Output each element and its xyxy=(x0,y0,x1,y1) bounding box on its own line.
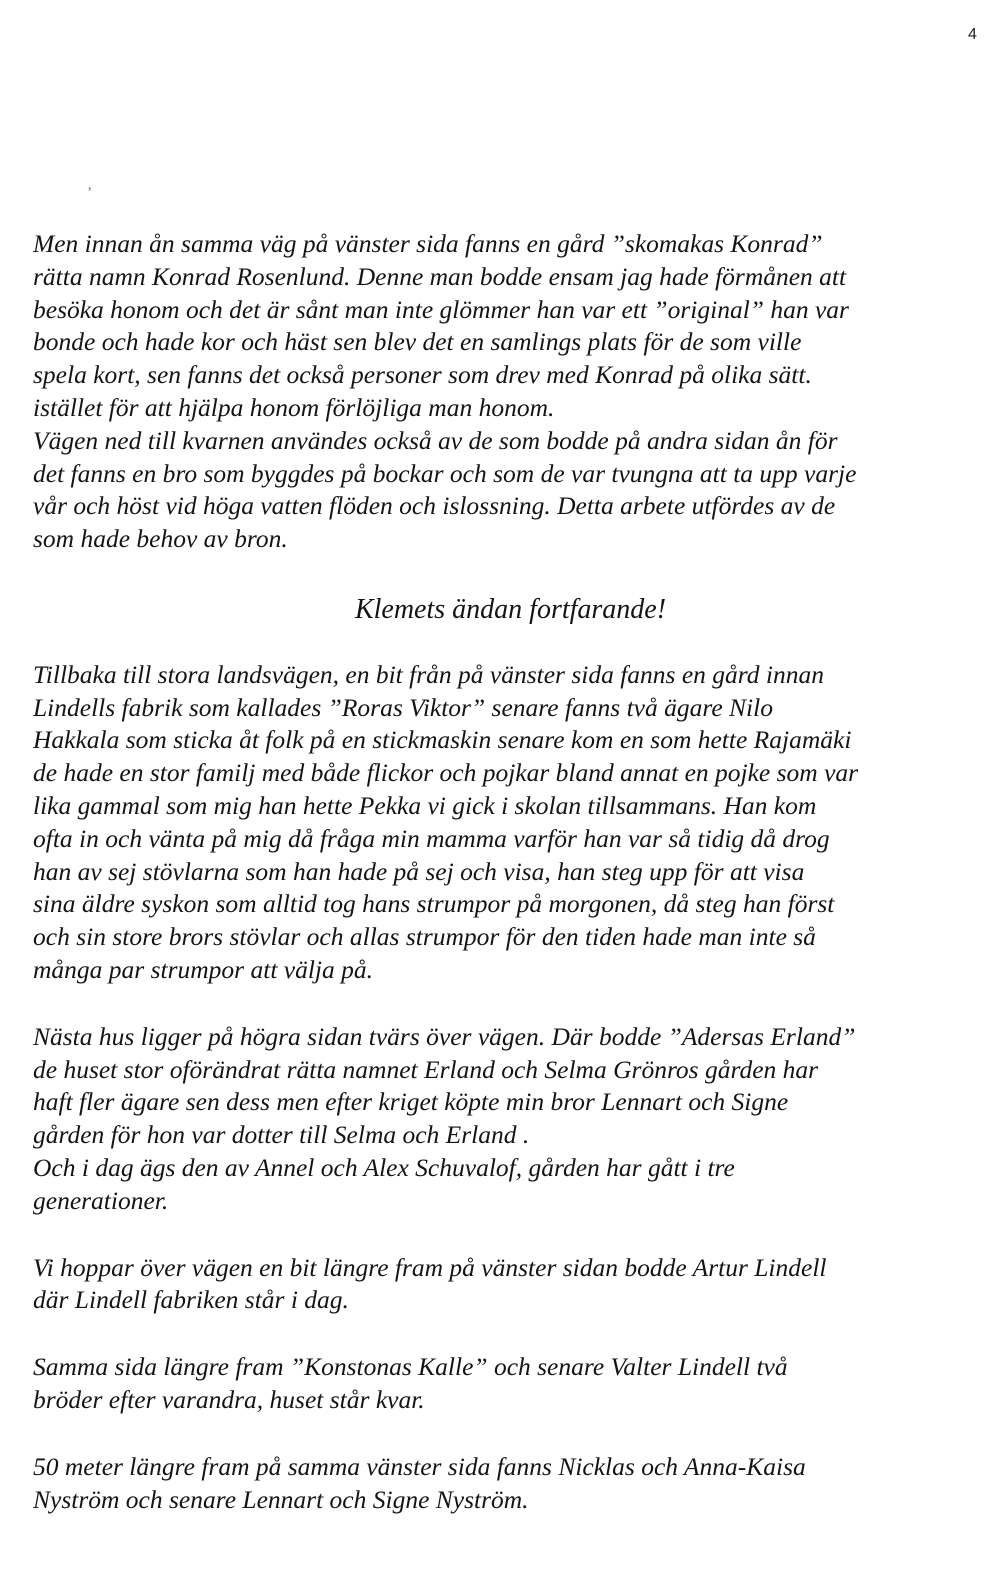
text-line: han av sej stövlarna som han hade på sej och visa, han steg upp för att visa xyxy=(33,856,805,886)
page-number: 4 xyxy=(968,26,977,43)
paragraph-roras-viktor xyxy=(33,659,988,987)
text-line: ofta in och vänta på mig då fråga min mamma varför han var så tidig då drog xyxy=(33,823,830,853)
text-line: Nästa hus ligger på högra sidan tvärs över vägen. Där bodde ”Adersas Erland” xyxy=(33,1021,856,1051)
text-line: de hade en stor familj med både flickor och pojkar bland annat en pojke som var xyxy=(33,758,859,788)
text-line: spela kort, sen fanns det också personer som drev med Konrad på olika sätt. xyxy=(33,360,812,390)
paragraph-spacer xyxy=(33,987,988,1021)
text-line: Hakkala som sticka åt folk på en stickmaskin senare kom en som hette Rajamäki xyxy=(33,725,852,755)
text-line: det fanns en bro som byggdes på bockar och som de var tvungna att ta upp varje xyxy=(33,458,857,488)
paragraph-spacer xyxy=(33,1317,988,1351)
text-line: där Lindell fabriken står i dag. xyxy=(33,1285,349,1315)
text-line: och sin store brors stövlar och allas strumpor för den tiden hade man inte så xyxy=(33,922,816,952)
text-line: många par strumpor att välja på. xyxy=(33,954,374,984)
text-line: gården för hon var dotter till Selma och Erland . xyxy=(33,1120,530,1150)
text-line: istället för att hjälpa honom förlöjliga man honom. xyxy=(33,392,555,422)
paragraph-konrad xyxy=(33,228,988,556)
text-line: Men innan ån samma väg på vänster sida fanns en gård ”skomakas Konrad” xyxy=(33,229,823,258)
text-line: besöka honom och det är sånt man inte glömmer han var ett ”original” han var xyxy=(33,294,849,324)
text-line: Vägen ned till kvarnen användes också av de som bodde på andra sidan ån för xyxy=(33,425,838,455)
text-line: bonde och hade kor och häst sen blev det en samlings plats för de som ville xyxy=(33,327,802,357)
section-heading: Klemets ändan fortfarande! xyxy=(354,593,667,625)
text-line: haft fler ägare sen dess men efter kriget köpte min bror Lennart och Signe xyxy=(33,1087,789,1117)
text-line: 50 meter längre fram på samma vänster sida fanns Nicklas och Anna-Kaisa xyxy=(33,1451,806,1481)
text-line: Samma sida längre fram ”Konstonas Kalle” och senare Valter Lindell två xyxy=(33,1352,788,1382)
text-line: Tillbaka till stora landsvägen, en bit från på vänster sida fanns en gård innan xyxy=(33,659,824,689)
paragraph-adersas-erland xyxy=(33,1021,988,1218)
text-line: lika gammal som mig han hette Pekka vi gick i skolan tillsammans. Han kom xyxy=(33,790,817,820)
paragraph-konstonas-kalle xyxy=(33,1351,988,1417)
paragraph-artur-lindell xyxy=(33,1252,988,1318)
text-line: bröder efter varandra, huset står kvar. xyxy=(33,1384,425,1414)
text-line: Och i dag ägs den av Annel och Alex Schuvalof, gården har gått i tre xyxy=(33,1152,735,1182)
scan-speck: , xyxy=(88,178,92,193)
text-line: Nyström och senare Lennart och Signe Nyström. xyxy=(33,1484,529,1514)
paragraph-nystrom xyxy=(33,1451,988,1517)
document-body xyxy=(33,228,988,1516)
paragraph-spacer xyxy=(33,1218,988,1252)
text-line: vår och höst vid höga vatten flöden och islossning. Detta arbete utfördes av de xyxy=(33,491,836,521)
text-line: Vi hoppar över vägen en bit längre fram på vänster sidan bodde Artur Lindell xyxy=(33,1252,827,1282)
paragraph-spacer xyxy=(33,1417,988,1451)
text-line: sina äldre syskon som alltid tog hans strumpor på morgonen, då steg han först xyxy=(33,889,835,919)
text-line: rätta namn Konrad Rosenlund. Denne man bodde ensam jag hade förmånen att xyxy=(33,261,847,291)
text-line: generationer. xyxy=(33,1185,169,1215)
text-line: Lindells fabrik som kallades ”Roras Viktor” senare fanns två ägare Nilo xyxy=(33,692,773,722)
text-line: de huset stor oförändrat rätta namnet Erland och Selma Grönros gården har xyxy=(33,1054,819,1084)
text-line: som hade behov av bron. xyxy=(33,524,288,554)
